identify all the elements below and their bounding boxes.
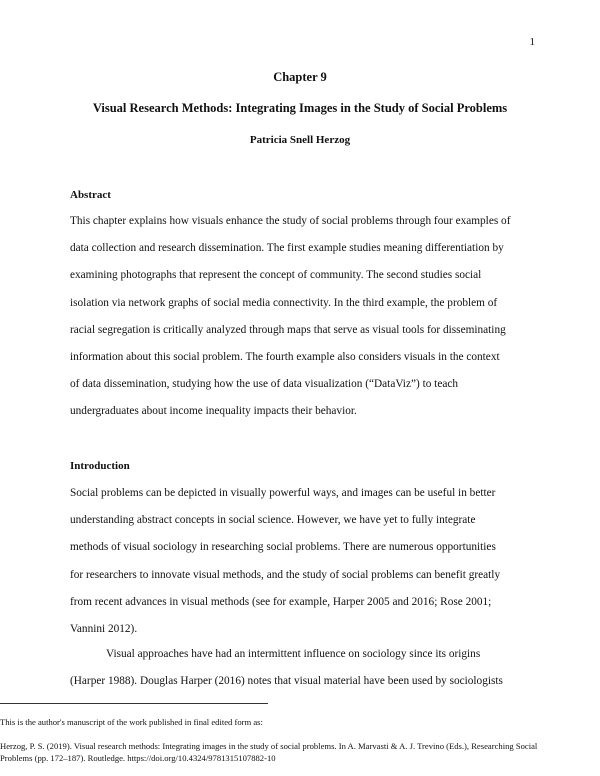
- introduction-paragraph-2: [70, 648, 532, 702]
- text-line: understanding abstract concepts in social science. However, we have yet to fully integrate: [70, 514, 476, 527]
- text-line: racial segregation is critically analyzed through maps that serve as visual tools for disseminating: [70, 323, 506, 336]
- text-line: data collection and research dissemination. The first example studies meaning differentiation by: [70, 242, 504, 255]
- text-line: Social problems can be depicted in visually powerful ways, and images can be useful in better: [70, 487, 496, 499]
- text-line: Vannini 2012).: [70, 622, 138, 635]
- text-line: examining photographs that represent the concept of community. The second studies social: [70, 269, 482, 282]
- text-line: from recent advances in visual methods (see for example, Harper 2005 and 2016; Rose 2001;: [70, 595, 492, 608]
- abstract-paragraph: [70, 215, 532, 433]
- text-line: isolation via network graphs of social media connectivity. In the third example, the problem of: [70, 296, 498, 309]
- text-line: (Harper 1988). Douglas Harper (2016) notes that visual material have been used by sociologists: [70, 675, 503, 688]
- text-line: information about this social problem. The fourth example also considers visuals in the context: [70, 350, 500, 363]
- text-line: Visual approaches have had an intermittent influence on sociology since its origins: [106, 648, 481, 660]
- page-number: 1: [529, 36, 535, 48]
- text-line: methods of visual sociology in researching social problems. There are numerous opportunities: [70, 541, 496, 554]
- text-line: This chapter explains how visuals enhance the study of social problems through four examples of: [70, 215, 511, 227]
- abstract-heading: Abstract: [70, 189, 111, 201]
- footnote-note: This is the author's manuscript of the work published in final edited form as:: [0, 717, 263, 727]
- text-line: of data dissemination, studying how the use of data visualization (“DataViz”) to teach: [70, 378, 459, 391]
- author-name: Patricia Snell Herzog: [249, 134, 351, 146]
- introduction-heading: Introduction: [70, 460, 130, 472]
- chapter-label: Chapter 9: [273, 70, 327, 84]
- footnote-divider: [0, 703, 268, 704]
- text-line: for researchers to innovate visual methods, and the study of social problems can benefit greatly: [70, 568, 501, 581]
- footnote-citation: Herzog, P. S. (2019). Visual research methods: Integrating images in the study of social problems. In A. Marvasti & A. J. Trevino (Eds.), Researching Social Problems (pp. 172–187). Routledge. https://doi.org/10.4324/9781315107882-10: [0, 741, 538, 763]
- text-line: undergraduates about income inequality impacts their behavior.: [70, 405, 357, 418]
- chapter-title: Visual Research Methods: Integrating Images in the Study of Social Problems: [92, 101, 508, 115]
- introduction-paragraph-1: [70, 487, 532, 650]
